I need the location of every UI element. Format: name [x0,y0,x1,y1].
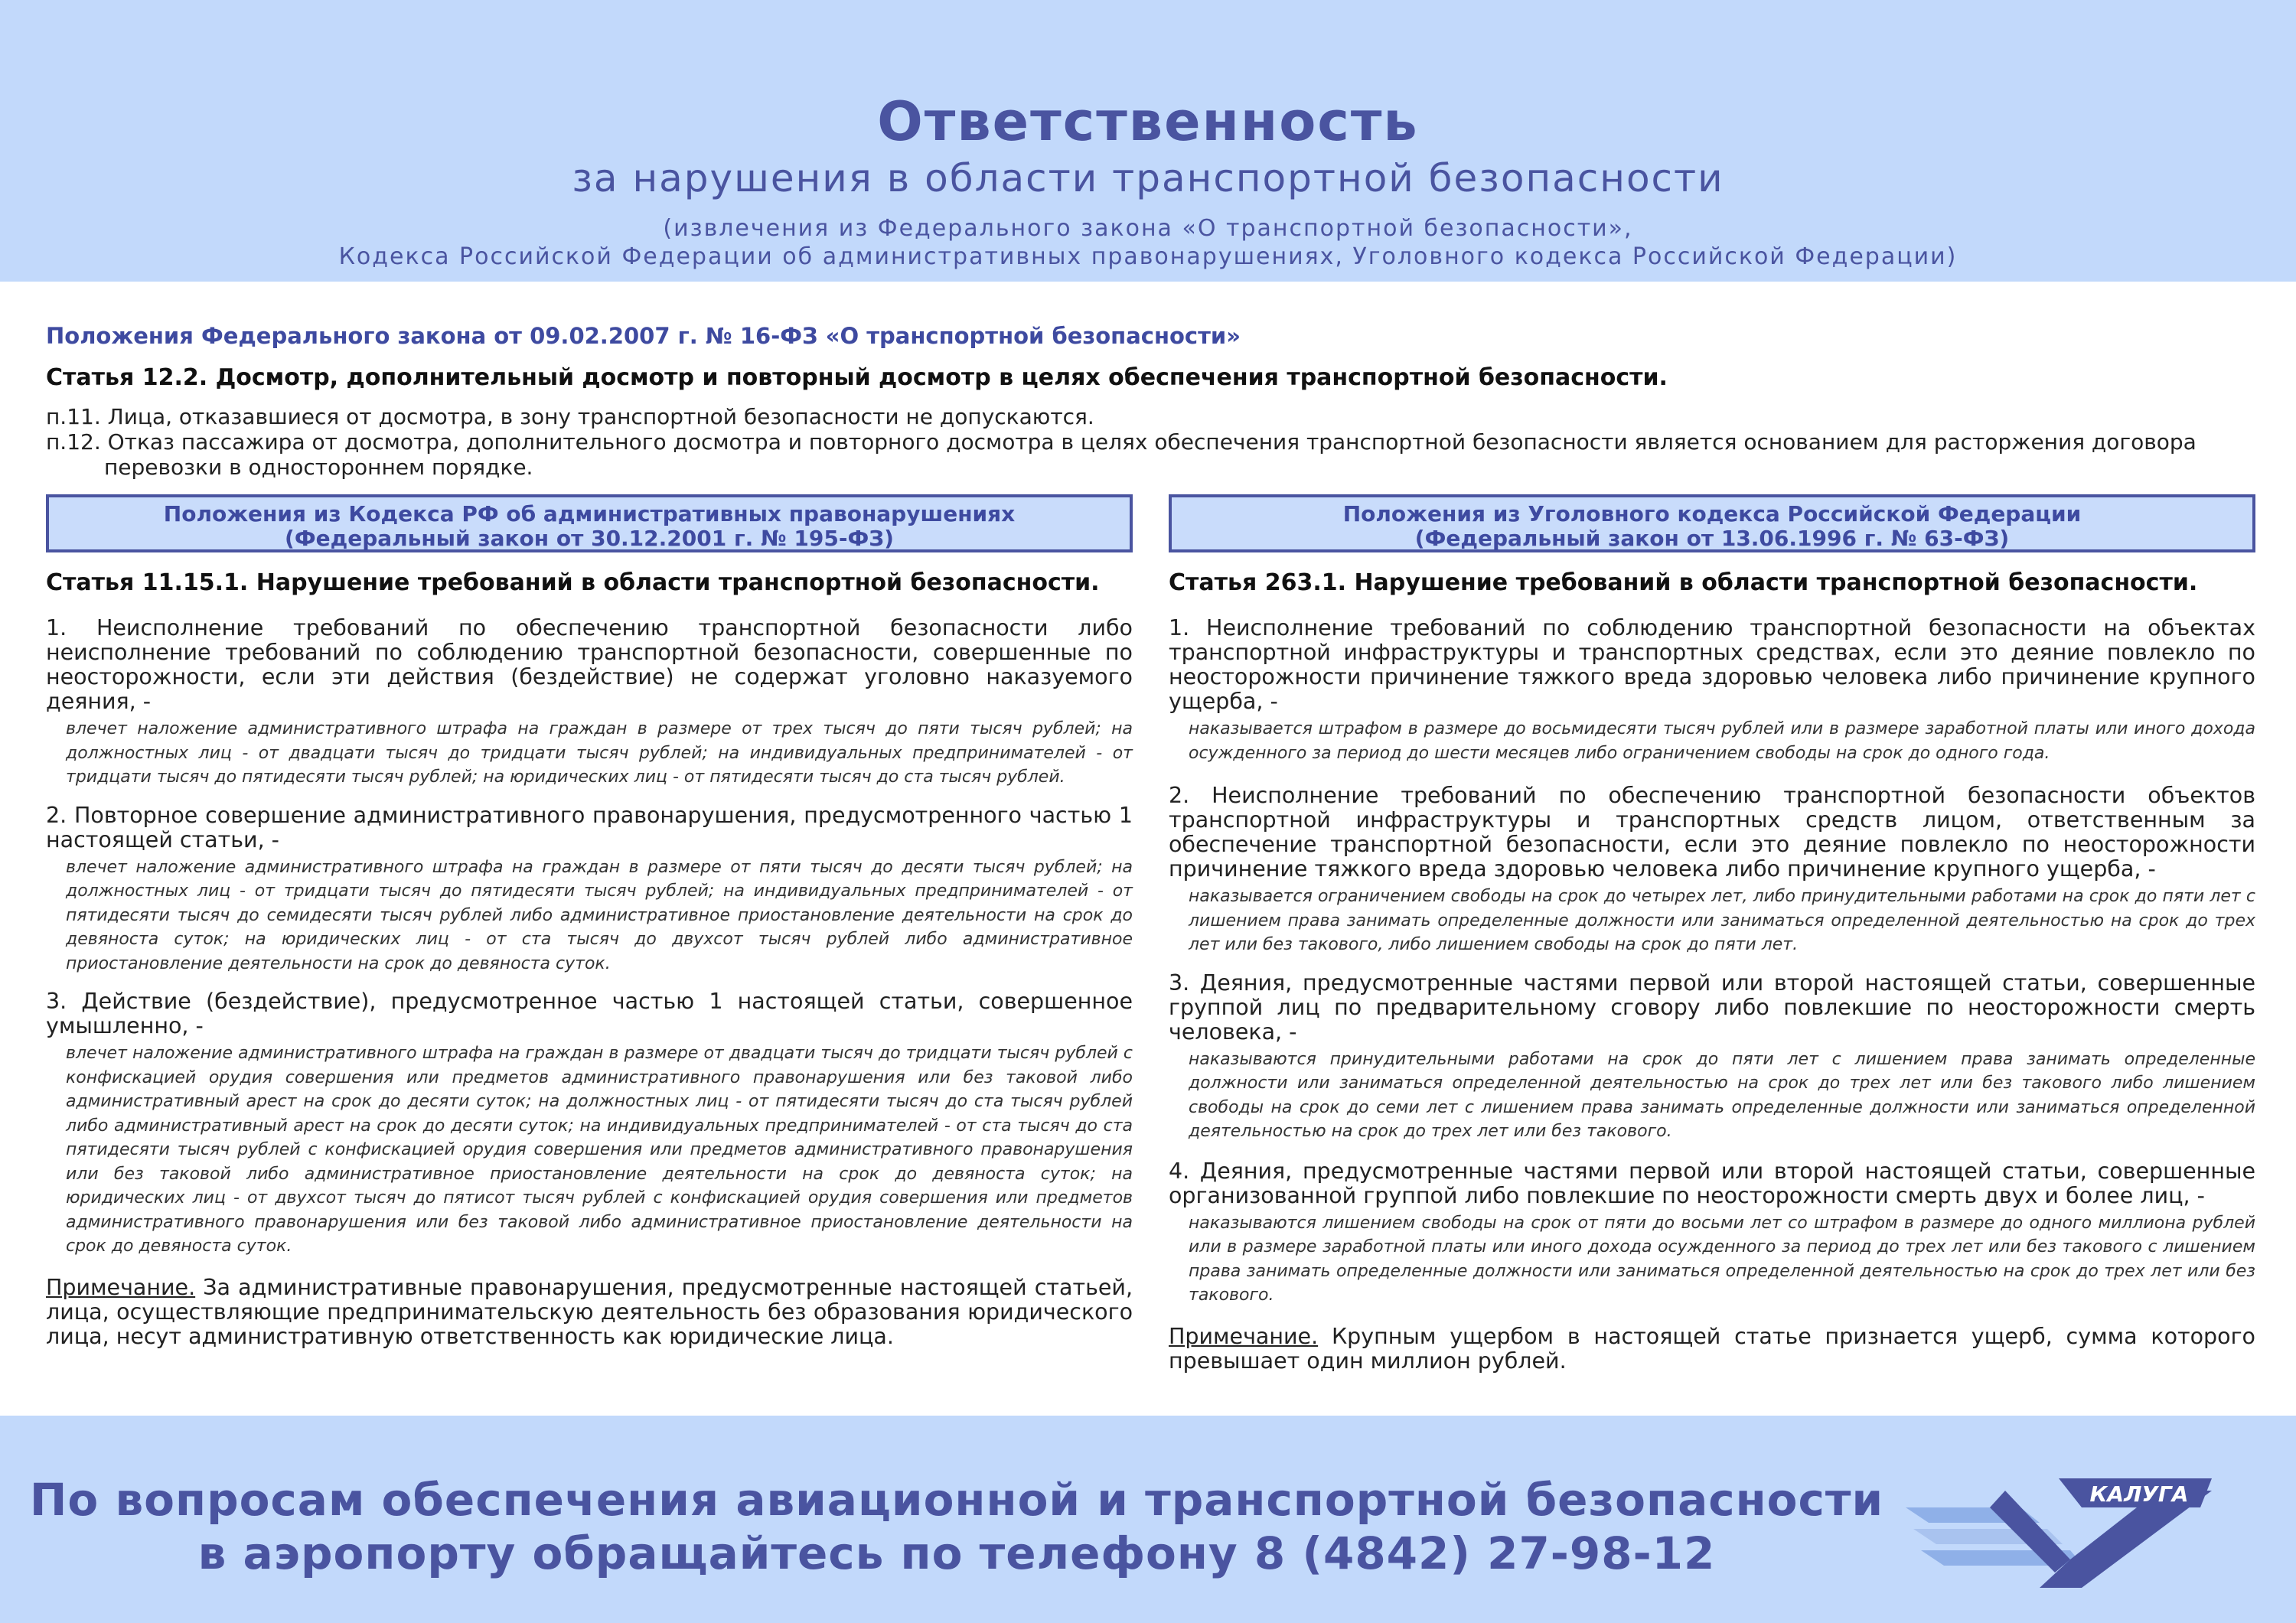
uk-penalty-4: наказываются лишением свободы на срок от пяти до восьми лет со штрафом в размере до одного миллиона рублей или в размере заработной платы или иного дохода осужденного за период до трех лет или без такового с лишением права занимать определенные должности или заниматься определенной деятельностью на срок до трех лет или без такового. [1189,1213,2255,1305]
uk-box [1169,494,2255,552]
koap-clause-3: 3. Действие (бездействие), предусмотренное частью 1 настоящей статьи, совершенное умышленно, - [46,989,1133,1038]
koap-clause-2: 2. Повторное совершение административного правонарушения, предусмотренного частью 1 настоящей статьи, - [46,802,1133,852]
koap-box [46,494,1133,552]
koap-clause-1: 1. Неисполнение требований по обеспечению транспортной безопасности либо неисполнение требований по соблюдению транспортной безопасности, совершенные по неосторожности, если эти действия (бездействие) не содержат уголовно наказуемого деяния, - [46,615,1133,714]
koap-column [46,494,1133,1349]
uk-penalty-2: наказывается ограничением свободы на срок до четырех лет, либо принудительными работами на срок до пяти лет с лишением права занимать определенные должности или заниматься определенной деятельностью на срок до трех лет или без такового, либо лишением свободы на срок до пяти лет. [1189,887,2255,954]
kaluga-airport-logo [1906,1477,2212,1592]
koap-box-line2: (Федеральный закон от 30.12.2001 г. № 195-ФЗ) [285,526,894,551]
koap-note-label: Примечание. [46,1274,196,1300]
koap-penalty-3: влечет наложение административного штрафа на граждан в размере от двадцати тысяч до тридцати тысяч рублей с конфискацией орудия совершения или предметов административного правонарушения или без таковой либо административный арест на срок до десяти суток; на должностных лиц - от пятидесяти тысяч до ста тысяч рублей либо административный арест на срок до десяти суток; на индивидуальных предпринимателей - от ста тысяч до ста пятидесяти тысяч рублей с конфискацией орудия совершения или предметов административного правонарушения или без таковой либо административное приостановление деятельности на срок до девяноста суток; на юридических лиц - от двухсот тысяч до пятисот тысяч рублей с конфискацией орудия совершения или предметов административного правонарушения или без таковой либо административное приостановление деятельности на срок до девяноста суток. [66,1044,1133,1256]
koap-box-line1: Положения из Кодекса РФ об административных правонарушениях [163,501,1016,526]
koap-note [46,1276,1133,1349]
article-12-2-title: Статья 12.2. Досмотр, дополнительный досмотр и повторный досмотр в целях обеспечения транспортной безопасности. [46,364,1668,391]
uk-box-line1: Положения из Уголовного кодекса Российской Федерации [1342,501,2082,526]
uk-clause-4: 4. Деяния, предусмотренные частями первой или второй настоящей статьи, совершенные организованной группой либо повлекшие по неосторожности смерть двух и более лиц, - [1169,1158,2255,1208]
page-subtitle: за нарушения в области транспортной безопасности [572,156,1724,200]
uk-penalty-1: наказывается штрафом в размере до восьмидесяти тысяч рублей или в размере заработной платы или иного дохода осужденного за период до шести месяцев либо ограничением свободы на срок до одного года. [1189,719,2255,763]
uk-clause-2: 2. Неисполнение требований по обеспечению транспортной безопасности объектов транспортной инфраструктуры и транспортных средств лицом, ответственным за обеспечение транспортной безопасности, если это деяние повлекло по неосторожности причинение тяжкого вреда здоровью человека либо причинение крупного ущерба, - [1169,783,2255,882]
koap-penalty-2: влечет наложение административного штрафа на граждан в размере от пяти тысяч до десяти тысяч рублей; на должностных лиц - от тридцати тысяч до пятидесяти тысяч рублей; на индивидуальных предпринимателей - от пятидесяти тысяч до семидесяти тысяч рублей либо административное приостановление деятельности на срок до девяноста суток; на юридических лиц - от ста тысяч до двухсот тысяч рублей либо административное приостановление деятельности на срок до девяноста суток. [66,857,1133,973]
uk-column [1169,494,2255,1374]
uk-clause-3: 3. Деяния, предусмотренные частями первой или второй настоящей статьи, совершенные группой лиц по предварительному сговору либо повлекшие по неосторожности смерть человека, - [1169,970,2255,1045]
law-p11: п.11. Лица, отказавшиеся от досмотра, в зону транспортной безопасности не допускаются. [46,404,1094,429]
source-line-2: Кодекса Российской Федерации об административных правонарушениях, Уголовного кодекса Российской Федерации) [338,243,1958,270]
footer-phone-line: в аэропорту обращайтесь по телефону 8 (4842) 27-98-12 [197,1527,1716,1579]
uk-penalty-3: наказываются принудительными работами на срок до пяти лет с лишением права занимать определенные должности или заниматься определенной деятельностью на срок до трех лет или без такового либо лишением свободы на срок до семи лет с лишением права занимать определенные должности или заниматься определенной деятельностью на срок до трех лет или без такового. [1189,1049,2255,1141]
header-band [0,0,2296,282]
footer-line-1: По вопросам обеспечения авиационной и транспортной безопасности [29,1474,1884,1526]
law-p12-line2: перевозки в одностороннем порядке. [104,455,533,480]
page-title: Ответственность [877,90,1419,153]
koap-article-title: Статья 11.15.1. Нарушение требований в области транспортной безопасности. [46,569,1100,596]
law-p12-line1: п.12. Отказ пассажира от досмотра, дополнительного досмотра и повторного досмотра в целях обеспечения транспортной безопасности является основанием для расторжения договора [46,429,2197,455]
source-note [0,214,2296,271]
uk-article-title: Статья 263.1. Нарушение требований в области транспортной безопасности. [1169,569,2198,596]
law-heading: Положения Федерального закона от 09.02.2007 г. № 16-ФЗ «О транспортной безопасности» [46,323,1241,349]
law-p12 [46,429,2250,480]
uk-clause-1: 1. Неисполнение требований по соблюдению транспортной безопасности на объектах транспортной инфраструктуры и транспортных средствах, если это деяние повлекло по неосторожности причинение тяжкого вреда здоровью человека либо причинение крупного ущерба, - [1169,615,2255,714]
uk-note [1169,1325,2255,1374]
koap-note-text: За административные правонарушения, предусмотренные настоящей статьей, лица, осуществляющие предпринимательскую деятельность без образования юридического лица, несут административную ответственность как юридические лица. [46,1274,1133,1349]
uk-box-line2: (Федеральный закон от 13.06.1996 г. № 63-ФЗ) [1414,526,2010,551]
uk-note-text: Крупным ущербом в настоящей статье признается ущерб, сумма которого превышает один миллион рублей. [1169,1323,2255,1374]
uk-note-label: Примечание. [1169,1323,1319,1349]
source-line-1: (извлечения из Федерального закона «О транспортной безопасности», [663,215,1633,242]
logo-text: КАЛУГА [2089,1481,2189,1507]
koap-penalty-1: влечет наложение административного штрафа на граждан в размере от трех тысяч до пяти тысяч рублей; на должностных лиц - от двадцати тысяч до тридцати тысяч рублей; на индивидуальных предпринимателей - от тридцати тысяч до пятидесяти тысяч рублей; на юридических лиц - от пятидесяти тысяч до ста тысяч рублей. [66,719,1133,787]
